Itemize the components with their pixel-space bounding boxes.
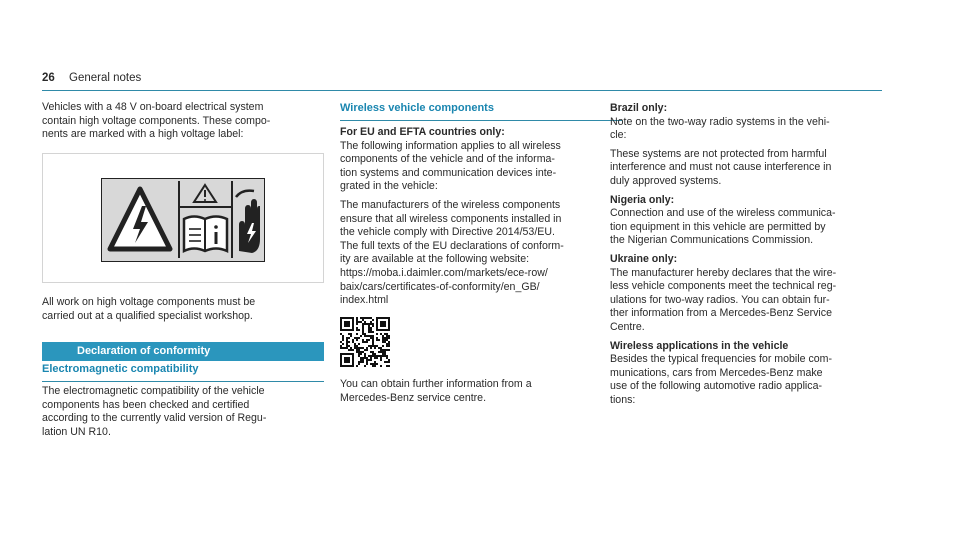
- column-2: [340, 126, 622, 313]
- nigeria-heading: Nigeria only:: [610, 193, 675, 206]
- nigeria-paragraph: Connection and use of the wireless communica- tion equipment in this vehicle are permitted by the Nigerian Communications Commission.: [610, 207, 836, 247]
- emc-heading: Electromagnetic compatibility: [42, 363, 324, 382]
- ukraine-paragraph: The manufacturer hereby declares that the wire- less vehicle components meet the technical reg- ulations for two-way radios. You can obtain fur- ther information from a Mercedes-Benz Service Centre.: [610, 266, 837, 333]
- wireless-apps-paragraph: Besides the typical frequencies for mobile com- munications, cars from Mercedes-Benz make use of the following automotive radio applica- tions:: [610, 353, 832, 406]
- brazil-paragraph-2: These systems are not protected from harmful interference and must not cause interference in duly approved systems.: [610, 147, 832, 187]
- conformity-url-line-1[interactable]: https://moba.i.daimler.com/markets/ece-row/: [340, 266, 548, 279]
- eu-paragraph: The following information applies to all wireless components of the vehicle and of the informa- tion systems and communication devices inte- grated in the vehicle:: [340, 139, 561, 193]
- electrified-hand-icon: [236, 191, 260, 253]
- read-manual-icon: [184, 217, 227, 252]
- conformity-url-line-3[interactable]: index.html: [340, 294, 389, 307]
- declaration-of-conformity-bar: Declaration of conformity: [42, 342, 324, 361]
- high-voltage-label-figure: [42, 153, 324, 283]
- section-title: General notes: [69, 72, 142, 84]
- emc-section: [42, 385, 324, 444]
- qr-code-icon[interactable]: [340, 317, 390, 372]
- conformity-url-line-2[interactable]: baix/cars/certificates-of-conformity/en_GB/: [340, 280, 540, 293]
- emc-paragraph: The electromagnetic compatibility of the vehicle components has been checked and certified according to the currently valid version of Regu- lation UN R10.: [42, 385, 267, 438]
- header-rule: [42, 90, 882, 91]
- more-info-section: [340, 378, 622, 410]
- more-info-paragraph: You can obtain further information from a Mercedes-Benz service centre.: [340, 378, 532, 404]
- wireless-components-heading: Wireless vehicle components: [340, 102, 622, 121]
- workshop-paragraph: All work on high voltage components must be carried out at a qualified specialist workshop.: [42, 296, 256, 322]
- column-1: [42, 101, 324, 147]
- manufacturer-paragraph: The manufacturers of the wireless components ensure that all wireless components installed in the vehicle comply with Directive 2014/53/EU. The full texts of the EU declarations of conform- ity are available at the following website: https://moba.i.daimler.com/markets/ece-row/ baix/cars/certificates-of-conformity/en_GB/ index.html: [340, 198, 564, 307]
- intro-paragraph: Vehicles with a 48 V on-board electrical system contain high voltage components. These compo- nents are marked with a high voltage label:: [42, 101, 271, 141]
- high-voltage-label: [101, 178, 265, 262]
- column-1-after-figure: [42, 296, 324, 328]
- column-3: [610, 102, 892, 412]
- brazil-paragraph-1: Note on the two-way radio systems in the vehi- cle:: [610, 115, 830, 142]
- page-number: 26: [42, 72, 55, 84]
- eu-efta-heading: For EU and EFTA countries only:: [340, 126, 505, 138]
- wireless-apps-heading: Wireless applications in the vehicle: [610, 339, 789, 352]
- brazil-heading: Brazil only:: [610, 102, 668, 114]
- warning-triangle-icon: [194, 185, 216, 202]
- lightning-warning-icon: [110, 189, 170, 249]
- ukraine-heading: Ukraine only:: [610, 252, 678, 265]
